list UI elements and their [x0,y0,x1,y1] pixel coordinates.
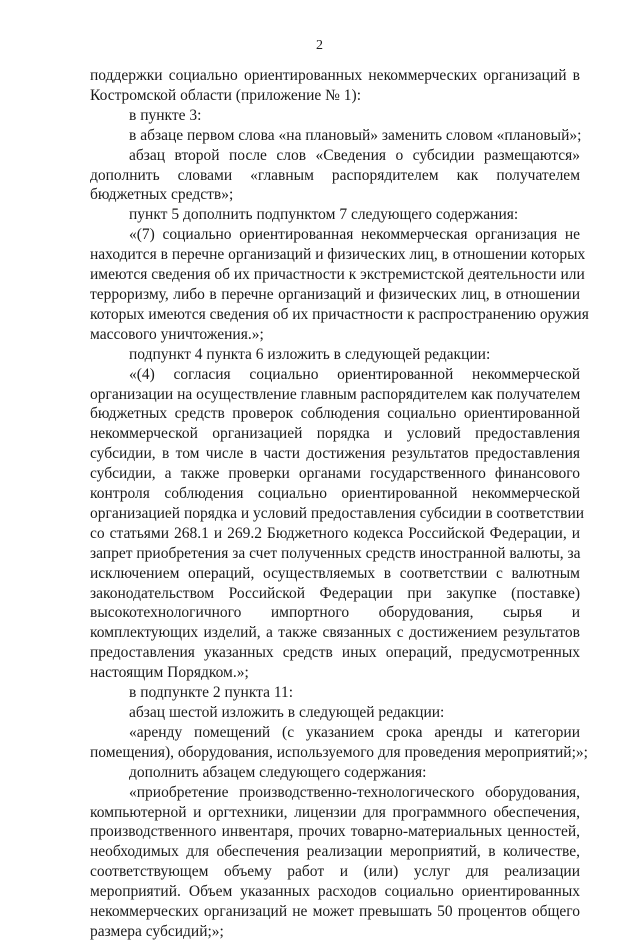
text-line: поддержки социально ориентированных некоммерческих организаций в [90,67,580,84]
text-line: помещения), оборудования, используемого для проведения мероприятий;»; [90,743,588,761]
page-number: 2 [316,38,323,53]
text-line: находится в перечне организаций и физических лиц, в отношении которых [90,246,586,264]
text-line: высокотехнологичного импортного оборудования, сырья и [90,604,580,622]
text-line: пункт 5 дополнить подпунктом 7 следующего содержания: [129,206,519,224]
text-line: настоящим Порядком.»; [90,664,249,682]
text-line: организацией порядка и условий предоставления субсидии в соответствии [90,504,585,522]
text-line: которых имеются сведения об их причастности к распространению оружия [90,305,589,323]
text-line: со статьями 268.1 и 269.2 Бюджетного кодекса Российской Федерации, и [90,524,580,542]
text-line: «(4) согласия социально ориентированной некоммерческой [129,365,580,383]
text-line: размера субсидий;»; [90,922,224,940]
text-line: подпункт 4 пункта 6 изложить в следующей редакции: [129,345,491,363]
text-line: бюджетных средств»; [90,186,234,204]
text-line: в абзаце первом слова «на плановый» заменить словом «плановый»; [129,126,582,144]
text-line: субсидии, а также проверки органами государственного финансового [90,465,580,483]
text-line: абзац шестой изложить в следующей редакции: [129,704,445,721]
text-line: мероприятий. Объем указанных расходов социально ориентированных [90,883,580,901]
text-line: субсидии, в том числе в части достижения результатов предоставления [90,445,580,463]
text-line: «приобретение производственно-технологического оборудования, [129,783,580,801]
text-line: в подпункте 2 пункта 11: [129,684,294,702]
text-line: предоставления указанных средств иных операций, предусмотренных [90,644,580,662]
text-line: организации на осуществление главным распорядителем как получателем [90,385,581,403]
document-body [90,66,589,942]
text-line: контроля соблюдения социально ориентированной некоммерческой [90,485,580,503]
text-line: некоммерческих организаций не может превышать 50 процентов общего [90,903,580,921]
text-line: бюджетных средств проверок соблюдения социально ориентированной [90,405,580,423]
text-line: Костромской области (приложение № 1): [90,86,362,104]
text-line: необходимых для обеспечения реализации мероприятий, в количестве, [90,843,580,861]
text-line: законодательством Российской Федерации при закупке (поставке) [90,584,580,602]
text-line: соответствующем объему работ и (или) услуг для реализации [90,863,580,881]
text-line: запрет приобретения за счет полученных средств иностранной валюты, за [90,544,581,562]
text-line: комплектующих изделий, а также связанных с достижением результатов [90,624,580,642]
text-line: компьютерной и оргтехники, лицензии для программного обеспечения, [90,803,580,821]
text-line: терроризму, либо в перечне организаций и физических лиц, в отношении [90,285,580,303]
text-line: «(7) социально ориентированная некоммерческая организация не [129,226,580,244]
text-line: имеются сведения об их причастности к экстремистской деятельности или [90,266,585,284]
text-line: «аренду помещений (с указанием срока аренды и категории [129,723,580,741]
text-line: исключением операций, осуществляемых в соответствии с валютным [90,564,580,582]
text-line: производственного инвентаря, прочих товарно-материальных ценностей, [90,823,580,841]
text-line: дополнить абзацем следующего содержания: [129,763,427,781]
text-line: массового уничтожения.»; [90,325,264,343]
text-line: абзац второй после слов «Сведения о субсидии размещаются» [129,146,580,164]
text-line: некоммерческой организацией порядка и условий предоставления [90,425,580,443]
text-line: дополнить словами «главным распорядителем как получателем [90,166,580,184]
text-line: в пункте 3: [129,106,202,124]
